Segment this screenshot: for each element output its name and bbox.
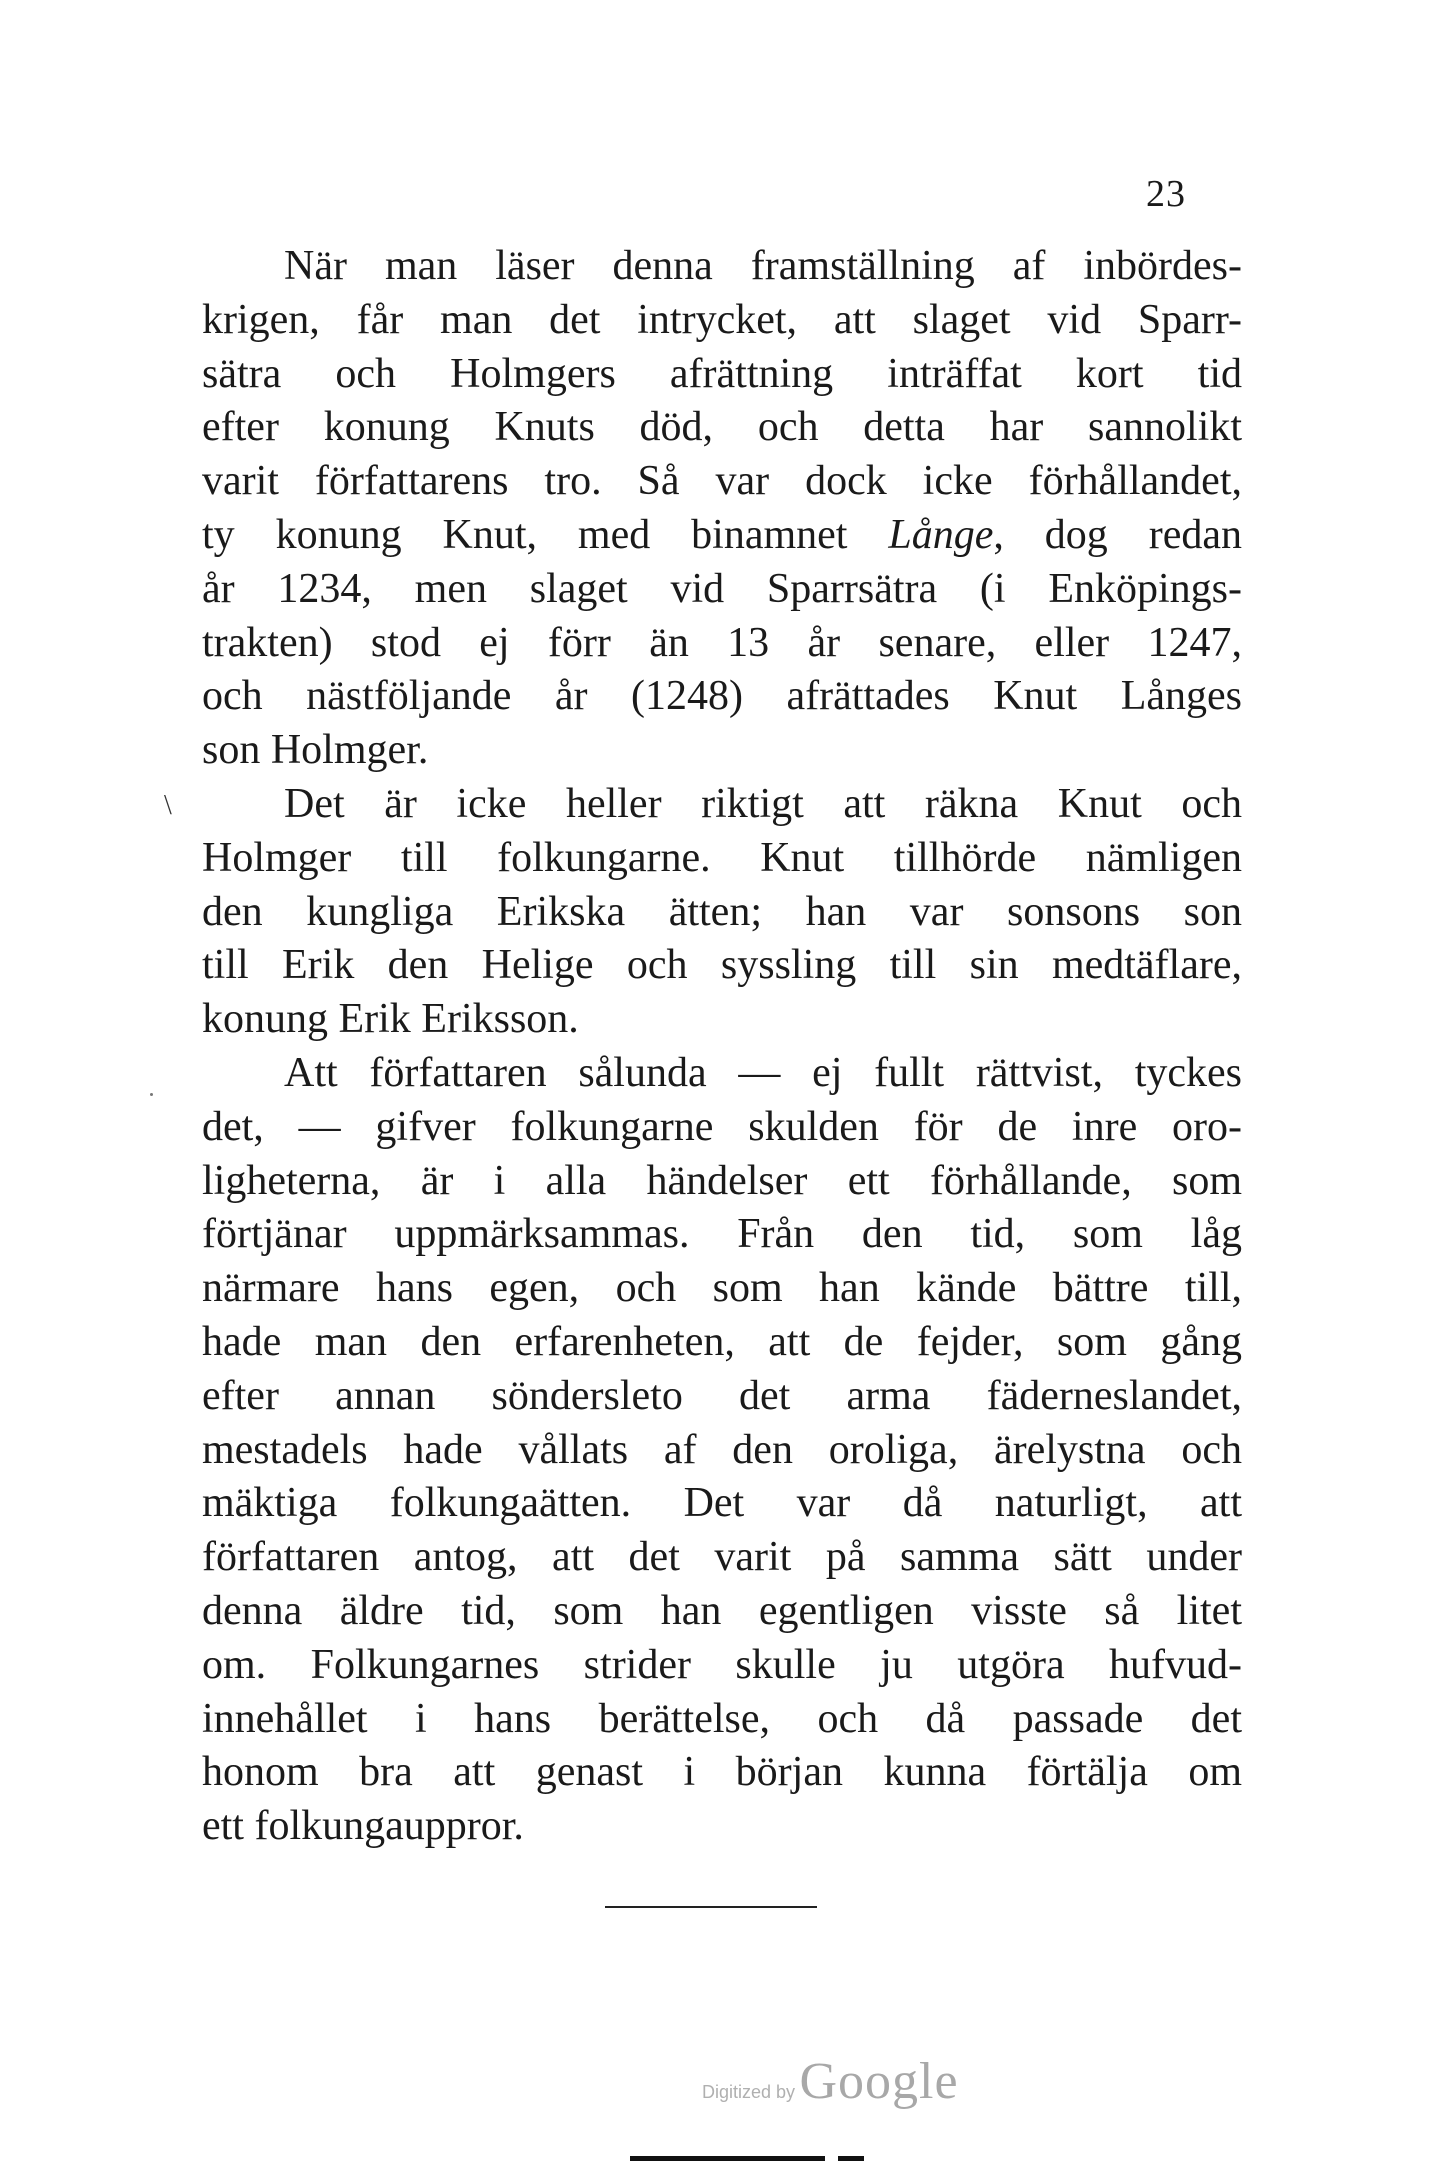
text-line: mäktiga folkungaätten. Det var då naturligt, att bbox=[202, 1480, 1242, 1527]
text-line: denna äldre tid, som han egentligen visste så litet bbox=[202, 1587, 1242, 1634]
section-end-rule bbox=[605, 1906, 817, 1908]
page-number: 23 bbox=[1146, 173, 1186, 215]
bottom-edge-rule-short bbox=[838, 2156, 864, 2161]
text-line: mestadels hade vållats af den oroliga, ärelystna och bbox=[202, 1426, 1242, 1473]
digitization-watermark bbox=[702, 2052, 959, 2111]
text-line: till Erik den Helige och syssling till sin medtäflare, bbox=[202, 942, 1242, 989]
text-line: ligheterna, är i alla händelser ett förhållande, som bbox=[202, 1157, 1242, 1204]
text-line: efter konung Knuts död, och detta har sannolikt bbox=[202, 404, 1242, 451]
text-line: författaren antog, att det varit på samma sätt under bbox=[202, 1534, 1242, 1581]
text-line: närmare hans egen, och som han kände bättre till, bbox=[202, 1265, 1242, 1312]
text-line: krigen, får man det intrycket, att slaget vid Sparr- bbox=[202, 296, 1242, 343]
text-line: förtjänar uppmärksammas. Från den tid, som låg bbox=[202, 1211, 1242, 1258]
text-line: Det är icke heller riktigt att räkna Knut och bbox=[284, 780, 1242, 827]
text-line: ett folkungauppror. bbox=[202, 1803, 524, 1850]
stray-ink-dot bbox=[150, 1093, 153, 1096]
text-line: hade man den erfarenheten, att de fejder, som gång bbox=[202, 1318, 1242, 1365]
text-line: konung Erik Eriksson. bbox=[202, 996, 579, 1043]
text-line: sätra och Holmgers afrättning inträffat kort tid bbox=[202, 350, 1242, 397]
text-line: den kungliga Erikska ätten; han var sonsons son bbox=[202, 888, 1242, 935]
text-line: Att författaren sålunda — ej fullt rättvist, tyckes bbox=[284, 1049, 1242, 1096]
watermark-prefix: Digitized by bbox=[702, 2082, 796, 2102]
text-line: och nästföljande år (1248) afrättades Knut Långes bbox=[202, 673, 1242, 720]
text-line: ty konung Knut, med binamnet Långe, dog redan bbox=[202, 511, 1242, 558]
text-line: Holmger till folkungarne. Knut tillhörde nämligen bbox=[202, 834, 1242, 881]
text-line: son Holmger. bbox=[202, 727, 429, 774]
text-line: varit författarens tro. Så var dock icke förhållandet, bbox=[202, 458, 1242, 505]
text-line: om. Folkungarnes strider skulle ju utgöra hufvud- bbox=[202, 1641, 1242, 1688]
text-line: När man läser denna framställning af inbördes- bbox=[284, 243, 1242, 289]
text-line: efter annan söndersleto det arma fäderneslandet, bbox=[202, 1372, 1242, 1419]
bottom-edge-rule bbox=[630, 2156, 825, 2161]
text-line: innehållet i hans berättelse, och då passade det bbox=[202, 1695, 1242, 1742]
text-line: det, — gifver folkungarne skulden för de inre oro- bbox=[202, 1103, 1242, 1150]
text-line: trakten) stod ej förr än 13 år senare, eller 1247, bbox=[202, 619, 1242, 666]
text-line: år 1234, men slaget vid Sparrsätra (i Enköpings- bbox=[202, 565, 1242, 612]
body-text bbox=[202, 240, 1242, 1854]
watermark-brand: Google bbox=[799, 2053, 959, 2110]
text-line: honom bra att genast i början kunna förtälja om bbox=[202, 1749, 1242, 1796]
stray-pen-mark: \ bbox=[164, 790, 172, 821]
